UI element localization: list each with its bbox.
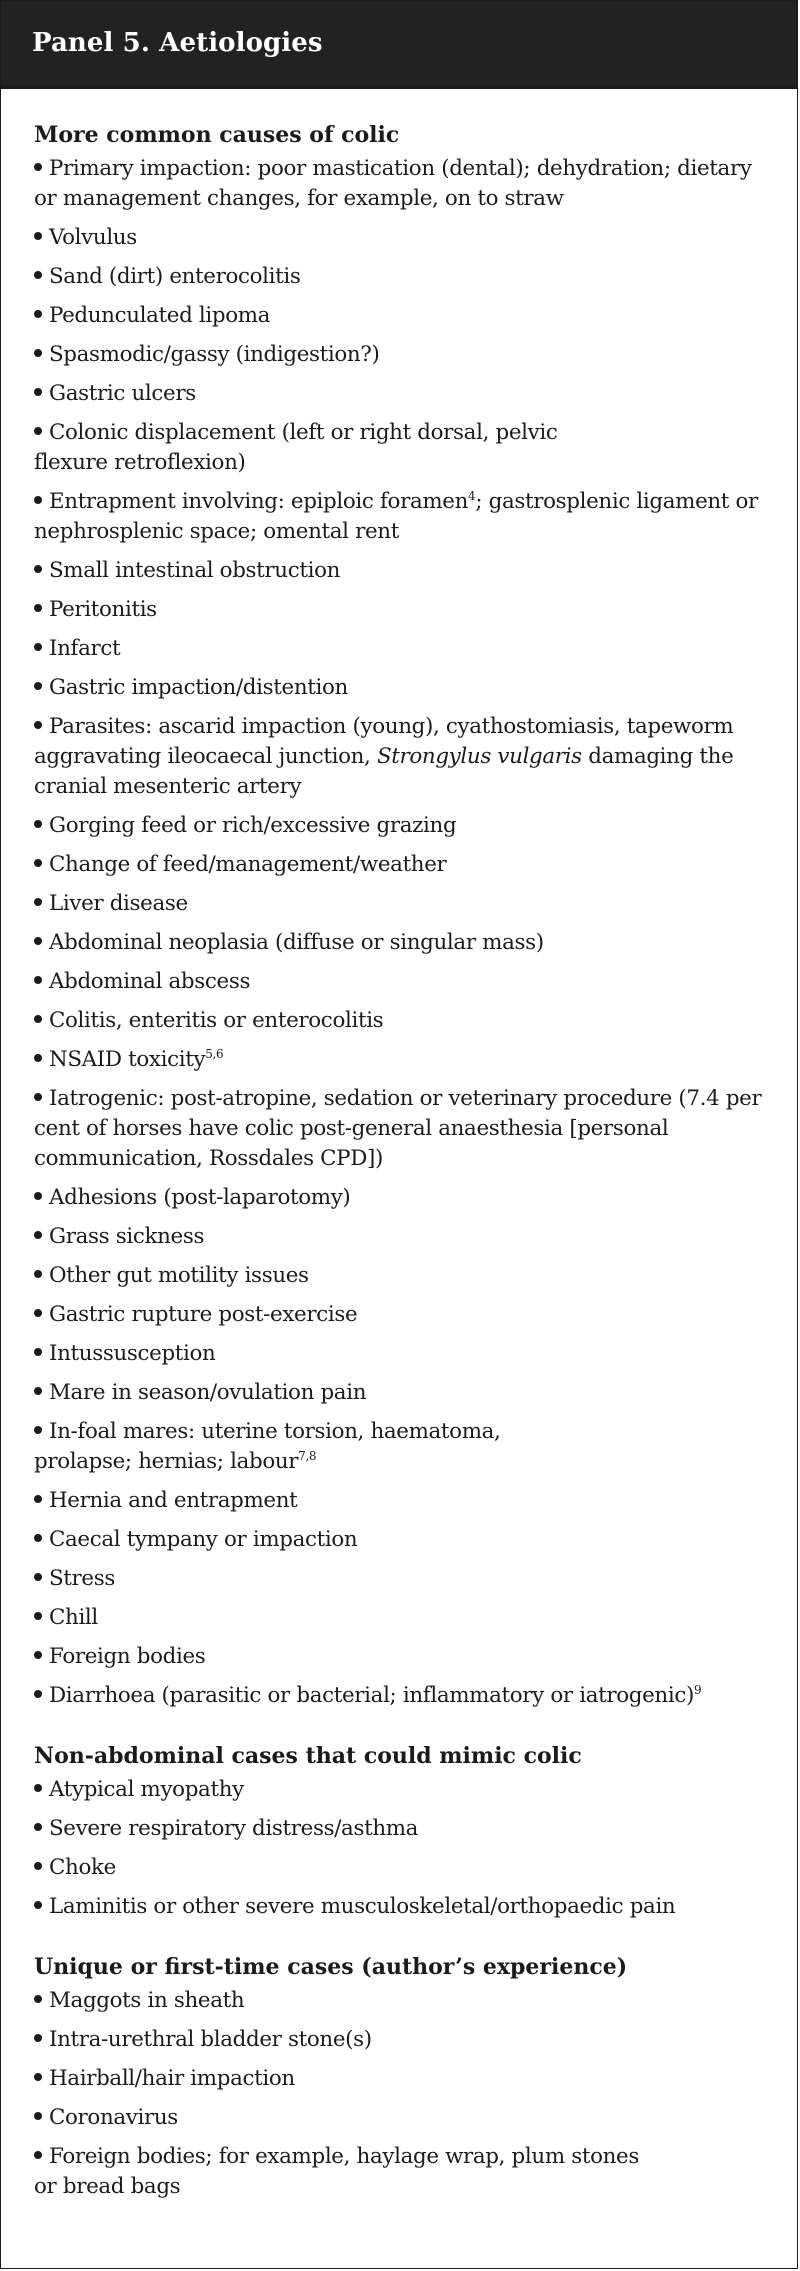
list-item — [34, 1892, 764, 1922]
list-item — [34, 1339, 764, 1369]
item-text: Iatrogenic: post-atropine, sedation or veterinary procedure (7.4 per cent of horses have colic post-general anaesthesia [personal communication, Rossdales CPD]) — [34, 1086, 762, 1171]
citation-superscript: 4 — [468, 489, 476, 503]
bullet-list — [34, 1986, 764, 2202]
bullet-icon — [34, 898, 42, 906]
list-item — [34, 2025, 764, 2055]
citation-superscript: 7,8 — [298, 1449, 317, 1463]
list-item — [34, 1603, 764, 1633]
bullet-icon — [34, 310, 42, 318]
item-text: Gastric ulcers — [49, 381, 196, 406]
list-item — [34, 1417, 764, 1477]
list-item — [34, 850, 764, 880]
bullet-icon — [34, 388, 42, 396]
bullet-icon — [34, 1426, 42, 1434]
list-item — [34, 928, 764, 958]
bullet-icon — [34, 1612, 42, 1620]
item-text: Volvulus — [49, 225, 137, 250]
list-item — [34, 1853, 764, 1883]
list-item — [34, 487, 764, 547]
list-item — [34, 1525, 764, 1555]
item-text: Colonic displacement (left or right dorsal, pelvic — [49, 420, 558, 445]
list-item — [34, 379, 764, 409]
bullet-icon — [34, 2034, 42, 2042]
bullet-icon — [34, 976, 42, 984]
bullet-icon — [34, 1690, 42, 1698]
item-text: Colitis, enteritis or enterocolitis — [49, 1008, 384, 1033]
item-text: Stress — [49, 1566, 115, 1591]
item-text: Hernia and entrapment — [49, 1488, 298, 1513]
bullet-icon — [34, 232, 42, 240]
list-item — [34, 1642, 764, 1672]
section-heading: Non-abdominal cases that could mimic colic — [34, 1743, 582, 1769]
list-item — [34, 1006, 764, 1036]
list-item — [34, 889, 764, 919]
list-item — [34, 1814, 764, 1844]
bullet-icon — [34, 1309, 42, 1317]
item-text: Laminitis or other severe musculoskeletal/orthopaedic pain — [49, 1894, 676, 1919]
list-item — [34, 1222, 764, 1252]
item-text: Severe respiratory distress/asthma — [49, 1816, 419, 1841]
list-item — [34, 811, 764, 841]
list-item — [34, 1261, 764, 1291]
panel-body — [1, 89, 797, 2202]
item-text: Chill — [49, 1605, 98, 1630]
list-item — [34, 1486, 764, 1516]
bullet-icon — [34, 1995, 42, 2003]
list-item — [34, 1681, 764, 1711]
item-text: Liver disease — [49, 891, 188, 916]
item-text: Small intestinal obstruction — [49, 558, 341, 583]
item-text: prolapse; hernias; labour — [34, 1449, 299, 1474]
list-item — [34, 418, 764, 478]
bullet-icon — [34, 1192, 42, 1200]
bullet-icon — [34, 2073, 42, 2081]
item-text: Foreign bodies — [49, 1644, 206, 1669]
bullet-icon — [34, 1093, 42, 1101]
list-item — [34, 2142, 764, 2202]
bullet-icon — [34, 1015, 42, 1023]
list-item — [34, 673, 764, 703]
panel-header — [1, 1, 797, 89]
item-text: Atypical myopathy — [49, 1777, 244, 1802]
list-item — [34, 1300, 764, 1330]
item-text: Primary impaction: poor mastication (dental); dehydration; dietary or management changes, for example, on to straw — [34, 156, 752, 211]
bullet-icon — [34, 1573, 42, 1581]
section-heading: More common causes of colic — [34, 122, 400, 148]
bullet-icon — [34, 2151, 42, 2159]
item-text: Grass sickness — [49, 1224, 205, 1249]
item-text: Diarrhoea (parasitic or bacterial; inflammatory or iatrogenic) — [49, 1683, 694, 1708]
item-text: Maggots in sheath — [49, 1988, 245, 2013]
section-heading: Unique or first-time cases (author’s experience) — [34, 1954, 628, 1980]
item-text: Other gut motility issues — [49, 1263, 309, 1288]
list-item — [34, 154, 764, 214]
list-item — [34, 712, 764, 802]
list-item — [34, 1378, 764, 1408]
bullet-icon — [34, 2112, 42, 2120]
bullet-icon — [34, 820, 42, 828]
bullet-icon — [34, 721, 42, 729]
section — [34, 1741, 764, 1922]
list-item — [34, 634, 764, 664]
item-text: Abdominal neoplasia (diffuse or singular mass) — [49, 930, 544, 955]
list-item — [34, 1564, 764, 1594]
bullet-icon — [34, 271, 42, 279]
bullet-icon — [34, 1862, 42, 1870]
bullet-icon — [34, 859, 42, 867]
list-item — [34, 2103, 764, 2133]
item-text: Change of feed/management/weather — [49, 852, 447, 877]
list-item — [34, 340, 764, 370]
item-text: ; gastrosplenic ligament or nephrosplenic space; omental rent — [34, 489, 758, 544]
list-item — [34, 556, 764, 586]
item-text: Infarct — [49, 636, 121, 661]
citation-superscript: 5,6 — [205, 1047, 224, 1061]
item-italic-text: Strongylus vulgaris — [376, 744, 582, 769]
list-item — [34, 1084, 764, 1174]
item-text: Entrapment involving: epiploic foramen — [49, 489, 469, 514]
bullet-icon — [34, 1270, 42, 1278]
item-text: Peritonitis — [49, 597, 157, 622]
bullet-icon — [34, 937, 42, 945]
section — [34, 1952, 764, 2202]
bullet-icon — [34, 565, 42, 573]
item-text: Gastric impaction/distention — [49, 675, 348, 700]
item-text: damaging the cranial mesenteric artery — [34, 744, 734, 799]
item-text: Intra-urethral bladder stone(s) — [49, 2027, 372, 2052]
bullet-icon — [34, 427, 42, 435]
section — [34, 120, 764, 1711]
item-text: Abdominal abscess — [49, 969, 251, 994]
item-text: Foreign bodies; for example, haylage wrap, plum stones — [49, 2144, 639, 2169]
list-item — [34, 1986, 764, 2016]
bullet-icon — [34, 1901, 42, 1909]
list-item — [34, 1183, 764, 1213]
item-text: Caecal tympany or impaction — [49, 1527, 358, 1552]
item-text: Adhesions (post-laparotomy) — [49, 1185, 351, 1210]
list-item — [34, 262, 764, 292]
item-text: Gastric rupture post-exercise — [49, 1302, 358, 1327]
item-text: Mare in season/ovulation pain — [49, 1380, 367, 1405]
item-text: In-foal mares: uterine torsion, haematoma, — [49, 1419, 501, 1444]
bullet-list — [34, 1775, 764, 1922]
list-item — [34, 2064, 764, 2094]
list-item — [34, 1775, 764, 1805]
list-item — [34, 1045, 764, 1075]
item-text: flexure retroflexion) — [34, 450, 246, 475]
item-text: Spasmodic/gassy (indigestion?) — [49, 342, 380, 367]
panel-title: Panel 5. Aetiologies — [32, 28, 323, 58]
bullet-icon — [34, 1231, 42, 1239]
list-item — [34, 223, 764, 253]
bullet-icon — [34, 604, 42, 612]
item-text: Parasites: ascarid impaction (young), cyathostomiasis, tapeworm aggravating ileocaecal junction, — [34, 714, 734, 769]
list-item — [34, 595, 764, 625]
bullet-icon — [34, 1054, 42, 1062]
item-text: Coronavirus — [49, 2105, 178, 2130]
bullet-icon — [34, 1495, 42, 1503]
bullet-icon — [34, 1823, 42, 1831]
bullet-icon — [34, 1387, 42, 1395]
citation-superscript: 9 — [693, 1683, 702, 1697]
item-text: Pedunculated lipoma — [49, 303, 271, 328]
bullet-icon — [34, 1651, 42, 1659]
item-text: Hairball/hair impaction — [49, 2066, 295, 2091]
item-text: Intussusception — [49, 1341, 216, 1366]
item-text: Gorging feed or rich/excessive grazing — [49, 813, 457, 838]
list-item — [34, 301, 764, 331]
bullet-icon — [34, 643, 42, 651]
list-item — [34, 967, 764, 997]
bullet-icon — [34, 496, 42, 504]
bullet-icon — [34, 1784, 42, 1792]
bullet-icon — [34, 682, 42, 690]
item-text: Sand (dirt) enterocolitis — [49, 264, 301, 289]
bullet-list — [34, 154, 764, 1711]
item-text: NSAID toxicity — [49, 1047, 206, 1072]
bullet-icon — [34, 1348, 42, 1356]
bullet-icon — [34, 163, 42, 171]
bullet-icon — [34, 349, 42, 357]
bullet-icon — [34, 1534, 42, 1542]
item-text: Choke — [49, 1855, 116, 1880]
item-text: or bread bags — [34, 2174, 181, 2199]
